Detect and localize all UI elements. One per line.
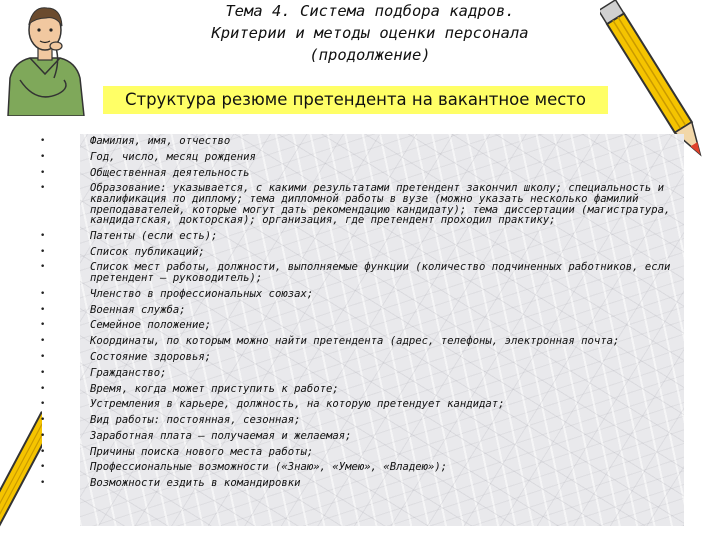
list-item: Заработная плата – получаемая и желаемая; [90,429,352,442]
bullet-icon: • [40,288,46,299]
list-item: Профессиональные возможности («Знаю», «Умею», «Владею»); [90,461,448,474]
title-line-2: Критерии и методы оценки персонала [211,24,529,42]
list-item: Военная служба; [90,303,186,316]
thinking-man-figure [0,0,92,116]
resume-structure-list [90,136,678,494]
list-item: Устремления в карьере, должность, на которую претендует кандидат; [90,398,505,411]
bullet-icon: • [40,462,46,473]
bullet-icon: • [40,167,46,178]
title-line-3: (продолжение) [309,46,431,64]
list-item: Время, когда может приступить к работе; [90,382,339,395]
bullet-icon: • [40,136,46,146]
bullet-icon: • [40,399,46,410]
bullet-icon: • [40,383,46,394]
bullet-icon: • [40,320,46,331]
bullet-icon: • [40,367,46,378]
bullet-icon: • [40,415,46,426]
list-item: Список мест работы, должности, выполняемые функции (количество подчиненных работников, если претендент – руководитель); [90,261,671,285]
list-item: Патенты (если есть); [90,229,218,242]
bullet-icon: • [40,430,46,441]
bullet-icon: • [40,478,46,489]
list-item: Возможности ездить в командировки [90,477,301,490]
bullet-icon: • [40,151,46,162]
list-item: Координаты, по которым можно найти претендента (адрес, телефоны, электронная почта; [90,335,620,348]
list-item: Причины поиска нового места работы; [90,445,314,458]
list-item: Членство в профессиональных союзах; [90,287,314,300]
bullet-icon: • [40,336,46,347]
bullet-icon: • [40,446,46,457]
bullet-icon: • [40,304,46,315]
pencil-icon [0,400,42,540]
title-line-1: Тема 4. Система подбора кадров. [225,2,515,20]
page-title [150,0,590,66]
list-item: Вид работы: постоянная, сезонная; [90,414,301,427]
list-item: Образование: указывается, с какими результатами претендент закончил школу; специальность и квалификация по диплому; тема дипломной работы в вузе (можно указать несколько фамилий преподавателей, которые могут дать рекомендацию кандидату); тема диссертации (магистратура, кандидатская, докторская); организация, где претендент проходил практику; [90,182,671,227]
list-item: Год, число, месяц рождения [90,150,256,163]
bullet-icon: • [40,183,46,194]
list-item: Гражданство; [90,366,167,379]
bullet-icon: • [40,351,46,362]
list-item: Состояние здоровья; [90,350,212,363]
bullet-icon: • [40,246,46,257]
bullet-icon: • [40,262,46,273]
list-item: Фамилия, имя, отчество [90,135,231,147]
section-heading: Структура резюме претендента на вакантное место [103,86,608,114]
list-item: Список публикаций; [90,245,205,258]
bullet-icon: • [40,230,46,241]
list-item: Общественная деятельность [90,166,250,179]
list-item: Семейное положение; [90,319,212,332]
